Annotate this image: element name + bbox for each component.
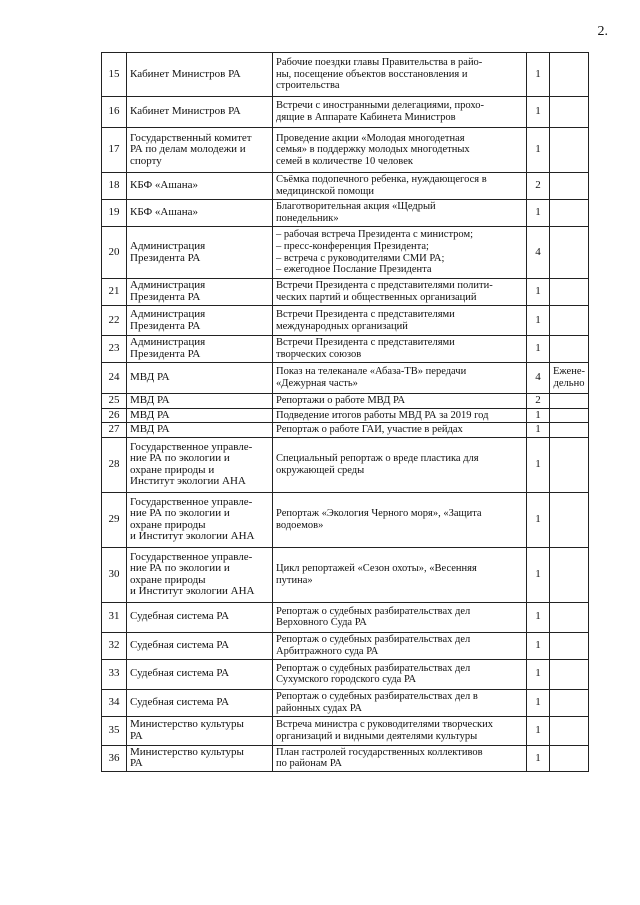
event-line: Встречи Президента с представителями	[276, 337, 455, 349]
organization-line: Президента РА	[130, 319, 201, 332]
event-cell	[273, 547, 527, 602]
event-line: водоемов»	[276, 519, 324, 531]
event-cell	[273, 97, 527, 128]
event-cell	[273, 492, 527, 547]
count-cell: 1	[527, 97, 550, 128]
event-line: по районам РА	[276, 758, 342, 770]
table-row	[102, 716, 589, 745]
row-number: 25	[102, 394, 127, 409]
organization-line: Государственное управле-	[130, 550, 253, 563]
organization-cell	[127, 173, 273, 200]
table-row	[102, 689, 589, 716]
count-cell: 1	[527, 53, 550, 97]
event-cell	[273, 363, 527, 394]
event-line: ческих партий и общественных организаций	[276, 292, 477, 303]
note-cell	[550, 128, 589, 173]
event-line: районных судах РА	[276, 702, 363, 714]
organization-cell	[127, 227, 273, 279]
count-cell: 1	[527, 279, 550, 306]
organization-line: охране природы	[130, 518, 206, 531]
organization-cell	[127, 306, 273, 336]
event-line: Репортаж о судебных разбирательствах дел в	[276, 691, 478, 703]
organization-line: Президента РА	[130, 348, 201, 360]
organization-line: ние РА по экологии и	[130, 562, 230, 575]
organization-line: МВД РА	[130, 423, 170, 436]
table-row	[102, 128, 589, 173]
note-cell	[550, 173, 589, 200]
organization-line: Судебная система РА	[130, 695, 230, 708]
row-number: 17	[102, 128, 127, 173]
event-line: Верховного Суда РА	[276, 617, 367, 629]
event-line: Рабочие поездки главы Правительства в райо-	[276, 57, 483, 69]
row-number: 24	[102, 363, 127, 394]
organization-cell	[127, 716, 273, 745]
organization-line: Государственное управле-	[130, 495, 253, 508]
organization-line: ние РА по экологии и	[130, 452, 230, 465]
event-line: окружающей среды	[276, 464, 365, 476]
event-cell	[273, 128, 527, 173]
row-number: 35	[102, 716, 127, 745]
organization-line: МВД РА	[130, 371, 170, 384]
organization-line: ние РА по экологии и	[130, 507, 230, 520]
organization-line: МВД РА	[130, 394, 170, 406]
table-row	[102, 632, 589, 659]
event-cell	[273, 437, 527, 492]
row-number: 26	[102, 408, 127, 423]
row-number: 34	[102, 689, 127, 716]
event-line: творческих союзов	[276, 349, 362, 360]
row-number: 30	[102, 547, 127, 602]
row-number: 28	[102, 437, 127, 492]
table-row	[102, 492, 589, 547]
event-line: Специальный репортаж о вреде пластика для	[276, 453, 479, 465]
note-cell	[550, 689, 589, 716]
event-line: понедельник»	[276, 213, 339, 224]
organization-cell	[127, 394, 273, 409]
row-number: 15	[102, 53, 127, 97]
row-number: 31	[102, 602, 127, 632]
note-cell	[550, 306, 589, 336]
event-cell	[273, 659, 527, 689]
note-cell	[550, 659, 589, 689]
event-line: Репортажи о работе МВД РА	[276, 395, 406, 406]
event-line: – ежегодное Послание Президента	[276, 264, 432, 276]
note-line: Ежене-	[553, 366, 585, 378]
event-line: дящие в Аппарате Кабинета Министров	[276, 112, 456, 123]
event-line: ны, посещение объектов восстановления и	[276, 68, 468, 80]
organization-line: Министерство культуры	[130, 745, 244, 758]
organization-line: Администрация	[130, 239, 206, 252]
organization-line: Государственное управле-	[130, 440, 253, 453]
organization-line: Президента РА	[130, 251, 201, 264]
organization-cell	[127, 602, 273, 632]
event-line: семья» в поддержку молодых многодетных	[276, 144, 470, 156]
row-number: 23	[102, 336, 127, 363]
event-cell	[273, 173, 527, 200]
event-line: Репортаж «Экология Черного моря», «Защита	[276, 508, 482, 520]
count-cell: 1	[527, 716, 550, 745]
organization-cell	[127, 632, 273, 659]
row-number: 32	[102, 632, 127, 659]
organization-line: РА	[130, 729, 143, 742]
note-cell	[550, 423, 589, 438]
organization-line: Судебная система РА	[130, 667, 230, 680]
event-cell	[273, 336, 527, 363]
event-cell	[273, 53, 527, 97]
event-cell	[273, 716, 527, 745]
organization-line: Судебная система РА	[130, 610, 230, 623]
event-line: международных организаций	[276, 320, 408, 332]
organization-cell	[127, 423, 273, 438]
event-line: Цикл репортажей «Сезон охоты», «Весенняя	[276, 563, 477, 575]
organization-line: охране природы	[130, 573, 206, 586]
organization-line: охране природы и	[130, 463, 215, 476]
table-row	[102, 745, 589, 771]
note-cell	[550, 492, 589, 547]
event-cell	[273, 745, 527, 771]
organization-line: Администрация	[130, 307, 206, 320]
event-line: строительства	[276, 80, 340, 92]
organization-cell	[127, 53, 273, 97]
row-number: 21	[102, 279, 127, 306]
event-cell	[273, 200, 527, 227]
note-line: дельно	[553, 378, 585, 389]
event-line: медицинской помощи	[276, 186, 374, 197]
count-cell: 1	[527, 306, 550, 336]
organization-line: Администрация	[130, 336, 206, 349]
organization-cell	[127, 745, 273, 771]
organization-cell	[127, 408, 273, 423]
table-row	[102, 306, 589, 336]
event-line: План гастролей государственных коллективов	[276, 746, 483, 758]
table-row	[102, 279, 589, 306]
note-cell	[550, 408, 589, 423]
table-row	[102, 200, 589, 227]
count-cell: 1	[527, 423, 550, 438]
event-line: Встреча министра с руководителями творческих	[276, 719, 494, 731]
event-line: Встречи с иностранными делегациями, прохо-	[276, 100, 484, 112]
count-cell: 4	[527, 227, 550, 279]
note-cell	[550, 745, 589, 771]
organization-line: РА по делам молодежи и	[130, 143, 246, 156]
count-cell: 1	[527, 492, 550, 547]
organization-line: Государственный комитет	[130, 131, 252, 144]
event-cell	[273, 689, 527, 716]
table-row	[102, 659, 589, 689]
event-line: Встречи Президента с представителями	[276, 308, 455, 320]
organization-line: РА	[130, 757, 143, 770]
event-line: Репортаж о работе ГАИ, участие в рейдах	[276, 424, 463, 436]
organization-line: КБФ «Ашана»	[130, 179, 198, 192]
event-line: Подведение итогов работы МВД РА за 2019 год	[276, 409, 489, 421]
organization-line: и Институт экологии АНА	[130, 585, 255, 598]
organization-line: Президента РА	[130, 291, 201, 303]
page-number: 2.	[597, 24, 608, 39]
event-line: Проведение акции «Молодая многодетная	[276, 132, 465, 144]
count-cell: 1	[527, 745, 550, 771]
organization-line: Кабинет Министров РА	[130, 105, 241, 118]
event-line: путина»	[276, 574, 313, 586]
event-line: Показ на телеканале «Абаза-ТВ» передачи	[276, 366, 467, 378]
event-line: «Дежурная часть»	[276, 378, 358, 389]
count-cell: 1	[527, 547, 550, 602]
count-cell: 1	[527, 200, 550, 227]
note-cell	[550, 200, 589, 227]
row-number: 29	[102, 492, 127, 547]
event-cell	[273, 632, 527, 659]
table-row	[102, 602, 589, 632]
row-number: 18	[102, 173, 127, 200]
organization-line: спорту	[130, 154, 162, 167]
event-cell	[273, 279, 527, 306]
organization-line: Институт экологии АНА	[130, 475, 246, 488]
note-cell	[550, 227, 589, 279]
event-line: организаций и видными деятелями культуры	[276, 730, 478, 742]
organization-cell	[127, 279, 273, 306]
note-cell	[550, 716, 589, 745]
table-row	[102, 394, 589, 409]
table-row	[102, 173, 589, 200]
schedule-table	[101, 52, 589, 772]
event-line: Репортаж о судебных разбирательствах дел	[276, 634, 471, 646]
organization-cell	[127, 97, 273, 128]
organization-cell	[127, 363, 273, 394]
note-cell	[550, 547, 589, 602]
event-cell	[273, 227, 527, 279]
event-line: Репортаж о судебных разбирательствах дел	[276, 605, 471, 617]
event-line: семей в количестве 10 человек	[276, 155, 413, 167]
event-line: Встречи Президента с представителями полити-	[276, 280, 493, 292]
table-row	[102, 53, 589, 97]
row-number: 27	[102, 423, 127, 438]
row-number: 33	[102, 659, 127, 689]
organization-line: Администрация	[130, 279, 206, 292]
event-cell	[273, 602, 527, 632]
note-cell	[550, 437, 589, 492]
table-row	[102, 227, 589, 279]
organization-cell	[127, 689, 273, 716]
row-number: 19	[102, 200, 127, 227]
event-line: – пресс-конференция Президента;	[276, 240, 429, 252]
count-cell: 1	[527, 336, 550, 363]
event-cell	[273, 394, 527, 409]
row-number: 16	[102, 97, 127, 128]
organization-cell	[127, 492, 273, 547]
organization-cell	[127, 659, 273, 689]
count-cell: 1	[527, 128, 550, 173]
note-cell	[550, 97, 589, 128]
organization-line: Судебная система РА	[130, 638, 230, 651]
count-cell: 2	[527, 394, 550, 409]
organization-line: Кабинет Министров РА	[130, 67, 241, 80]
count-cell: 1	[527, 602, 550, 632]
table-row	[102, 437, 589, 492]
count-cell: 1	[527, 437, 550, 492]
organization-cell	[127, 437, 273, 492]
organization-cell	[127, 200, 273, 227]
event-line: Арбитражного суда РА	[276, 645, 379, 657]
row-number: 20	[102, 227, 127, 279]
table-row	[102, 97, 589, 128]
table-row	[102, 408, 589, 423]
organization-line: Министерство культуры	[130, 718, 244, 731]
count-cell: 1	[527, 689, 550, 716]
row-number: 36	[102, 745, 127, 771]
count-cell: 2	[527, 173, 550, 200]
note-cell	[550, 632, 589, 659]
count-cell: 1	[527, 632, 550, 659]
table-row	[102, 363, 589, 394]
organization-line: и Институт экологии АНА	[130, 530, 255, 543]
count-cell: 1	[527, 408, 550, 423]
event-cell	[273, 408, 527, 423]
event-cell	[273, 423, 527, 438]
organization-cell	[127, 336, 273, 363]
event-line: Репортаж о судебных разбирательствах дел	[276, 662, 471, 674]
organization-cell	[127, 547, 273, 602]
table-row	[102, 336, 589, 363]
count-cell: 4	[527, 363, 550, 394]
row-number: 22	[102, 306, 127, 336]
count-cell: 1	[527, 659, 550, 689]
note-cell	[550, 336, 589, 363]
note-cell	[550, 279, 589, 306]
note-cell	[550, 53, 589, 97]
event-line: Съёмка подопечного ребенка, нуждающегося в	[276, 174, 487, 186]
table-row	[102, 547, 589, 602]
note-cell	[550, 394, 589, 409]
note-cell	[550, 602, 589, 632]
note-cell	[550, 363, 589, 394]
event-line: Сухумского городского суда РА	[276, 674, 417, 686]
event-line: – рабочая встреча Президента с министром;	[276, 229, 474, 241]
table-row	[102, 423, 589, 438]
event-line: – встреча с руководителями СМИ РА;	[276, 252, 445, 264]
organization-line: КБФ «Ашана»	[130, 206, 198, 219]
organization-line: МВД РА	[130, 408, 170, 421]
event-line: Благотворительная акция «Щедрый	[276, 201, 436, 213]
event-cell	[273, 306, 527, 336]
organization-cell	[127, 128, 273, 173]
